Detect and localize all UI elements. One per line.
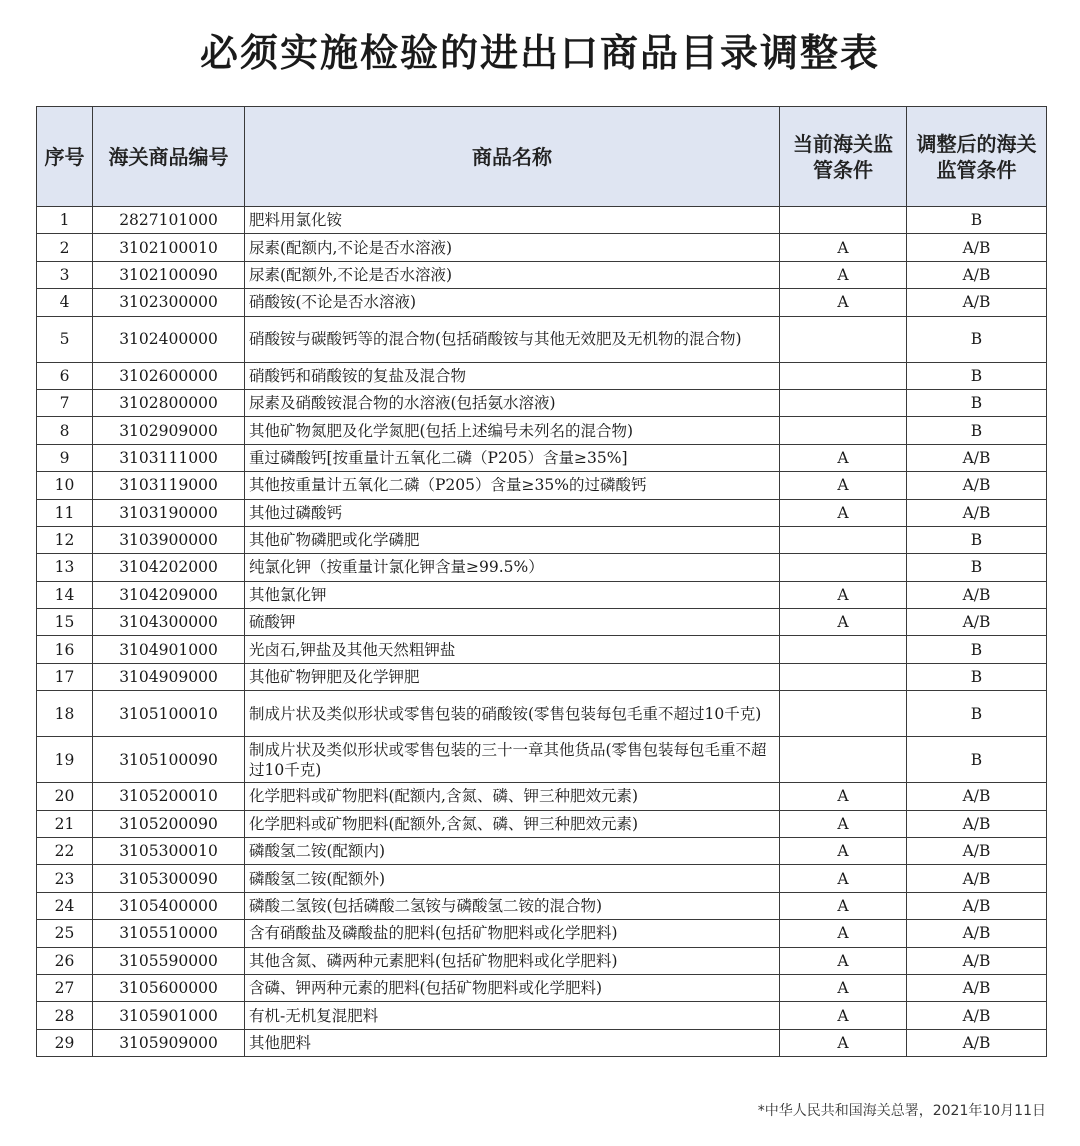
- cell-adjusted-condition: B: [907, 636, 1047, 663]
- table-row: [37, 865, 1047, 892]
- cell-seq: 10: [37, 472, 93, 499]
- cell-adjusted-condition: A/B: [907, 289, 1047, 316]
- table-row: [37, 810, 1047, 837]
- cell-name: 肥料用氯化铵: [245, 207, 780, 234]
- cell-adjusted-condition: A/B: [907, 920, 1047, 947]
- table-row: [37, 1002, 1047, 1029]
- cell-current-condition: [780, 207, 907, 234]
- cell-code: 2827101000: [93, 207, 245, 234]
- cell-seq: 16: [37, 636, 93, 663]
- cell-current-condition: A: [780, 261, 907, 288]
- cell-current-condition: A: [780, 892, 907, 919]
- cell-code: 3104901000: [93, 636, 245, 663]
- cell-code: 3102600000: [93, 362, 245, 389]
- cell-adjusted-condition: B: [907, 316, 1047, 362]
- cell-adjusted-condition: A/B: [907, 444, 1047, 471]
- cell-name: 含磷、钾两种元素的肥料(包括矿物肥料或化学肥料): [245, 974, 780, 1001]
- cell-name: 硫酸钾: [245, 609, 780, 636]
- cell-adjusted-condition: A/B: [907, 892, 1047, 919]
- cell-seq: 19: [37, 737, 93, 783]
- cell-code: 3105400000: [93, 892, 245, 919]
- cell-seq: 13: [37, 554, 93, 581]
- cell-name: 磷酸二氢铵(包括磷酸二氢铵与磷酸氢二铵的混合物): [245, 892, 780, 919]
- cell-adjusted-condition: B: [907, 526, 1047, 553]
- cell-name: 纯氯化钾（按重量计氯化钾含量≥99.5%）: [245, 554, 780, 581]
- cell-name: 制成片状及类似形状或零售包装的硝酸铵(零售包装每包毛重不超过10千克): [245, 691, 780, 737]
- cell-current-condition: A: [780, 289, 907, 316]
- table-row: [37, 554, 1047, 581]
- cell-current-condition: [780, 362, 907, 389]
- cell-code: 3105909000: [93, 1029, 245, 1056]
- cell-name: 其他矿物钾肥及化学钾肥: [245, 663, 780, 690]
- cell-current-condition: [780, 554, 907, 581]
- cell-seq: 26: [37, 947, 93, 974]
- cell-code: 3104202000: [93, 554, 245, 581]
- cell-name: 化学肥料或矿物肥料(配额外,含氮、磷、钾三种肥效元素): [245, 810, 780, 837]
- cell-seq: 18: [37, 691, 93, 737]
- cell-name: 尿素及硝酸铵混合物的水溶液(包括氨水溶液): [245, 389, 780, 416]
- cell-name: 光卤石,钾盐及其他天然粗钾盐: [245, 636, 780, 663]
- cell-adjusted-condition: A/B: [907, 865, 1047, 892]
- cell-current-condition: A: [780, 234, 907, 261]
- cell-adjusted-condition: B: [907, 362, 1047, 389]
- cell-adjusted-condition: B: [907, 554, 1047, 581]
- cell-current-condition: A: [780, 472, 907, 499]
- cell-name: 其他过磷酸钙: [245, 499, 780, 526]
- cell-code: 3102909000: [93, 417, 245, 444]
- cell-name: 其他按重量计五氧化二磷（P205）含量≥35%的过磷酸钙: [245, 472, 780, 499]
- cell-current-condition: A: [780, 865, 907, 892]
- cell-code: 3105590000: [93, 947, 245, 974]
- cell-adjusted-condition: A/B: [907, 838, 1047, 865]
- table-row: [37, 234, 1047, 261]
- table-row: [37, 783, 1047, 810]
- cell-seq: 24: [37, 892, 93, 919]
- table-row: [37, 499, 1047, 526]
- cell-name: 其他含氮、磷两种元素肥料(包括矿物肥料或化学肥料): [245, 947, 780, 974]
- table-row: [37, 289, 1047, 316]
- cell-current-condition: A: [780, 1029, 907, 1056]
- cell-seq: 1: [37, 207, 93, 234]
- cell-code: 3105901000: [93, 1002, 245, 1029]
- page-title: 必须实施检验的进出口商品目录调整表: [199, 31, 880, 75]
- table-body: [37, 207, 1047, 1057]
- cell-code: 3105200090: [93, 810, 245, 837]
- table-row: [37, 581, 1047, 608]
- cell-seq: 12: [37, 526, 93, 553]
- cell-seq: 8: [37, 417, 93, 444]
- cell-code: 3105100090: [93, 737, 245, 783]
- cell-current-condition: A: [780, 609, 907, 636]
- cell-code: 3103900000: [93, 526, 245, 553]
- table-row: [37, 444, 1047, 471]
- table-row: [37, 892, 1047, 919]
- cell-seq: 9: [37, 444, 93, 471]
- cell-name: 硝酸钙和硝酸铵的复盐及混合物: [245, 362, 780, 389]
- cell-name: 磷酸氢二铵(配额内): [245, 838, 780, 865]
- cell-seq: 15: [37, 609, 93, 636]
- catalog-table: [36, 106, 1047, 1057]
- cell-seq: 27: [37, 974, 93, 1001]
- cell-seq: 29: [37, 1029, 93, 1056]
- table-row: [37, 920, 1047, 947]
- table-row: [37, 526, 1047, 553]
- cell-code: 3104909000: [93, 663, 245, 690]
- header-code: 海关商品编号: [93, 107, 245, 207]
- table-row: [37, 417, 1047, 444]
- cell-adjusted-condition: A/B: [907, 234, 1047, 261]
- cell-name: 含有硝酸盐及磷酸盐的肥料(包括矿物肥料或化学肥料): [245, 920, 780, 947]
- cell-seq: 6: [37, 362, 93, 389]
- table-row: [37, 362, 1047, 389]
- cell-code: 3103119000: [93, 472, 245, 499]
- cell-code: 3102300000: [93, 289, 245, 316]
- table-row: [37, 389, 1047, 416]
- cell-current-condition: [780, 663, 907, 690]
- cell-code: 3102400000: [93, 316, 245, 362]
- cell-current-condition: A: [780, 581, 907, 608]
- table-row: [37, 609, 1047, 636]
- cell-code: 3102800000: [93, 389, 245, 416]
- table-row: [37, 472, 1047, 499]
- cell-current-condition: A: [780, 947, 907, 974]
- cell-code: 3105300090: [93, 865, 245, 892]
- table-row: [37, 316, 1047, 362]
- cell-current-condition: A: [780, 974, 907, 1001]
- header-seq: 序号: [37, 107, 93, 207]
- cell-adjusted-condition: A/B: [907, 947, 1047, 974]
- table-row: [37, 207, 1047, 234]
- cell-seq: 14: [37, 581, 93, 608]
- cell-current-condition: A: [780, 810, 907, 837]
- cell-adjusted-condition: A/B: [907, 609, 1047, 636]
- cell-adjusted-condition: A/B: [907, 783, 1047, 810]
- cell-seq: 28: [37, 1002, 93, 1029]
- cell-seq: 20: [37, 783, 93, 810]
- cell-adjusted-condition: A/B: [907, 974, 1047, 1001]
- cell-current-condition: [780, 636, 907, 663]
- cell-name: 其他氯化钾: [245, 581, 780, 608]
- cell-adjusted-condition: B: [907, 207, 1047, 234]
- cell-seq: 11: [37, 499, 93, 526]
- cell-name: 硝酸铵与碳酸钙等的混合物(包括硝酸铵与其他无效肥及无机物的混合物): [245, 316, 780, 362]
- cell-code: 3105200010: [93, 783, 245, 810]
- table-row: [37, 636, 1047, 663]
- cell-seq: 25: [37, 920, 93, 947]
- cell-code: 3102100090: [93, 261, 245, 288]
- cell-adjusted-condition: A/B: [907, 810, 1047, 837]
- cell-seq: 21: [37, 810, 93, 837]
- cell-adjusted-condition: A/B: [907, 1002, 1047, 1029]
- cell-current-condition: A: [780, 783, 907, 810]
- table-row: [37, 737, 1047, 783]
- cell-seq: 22: [37, 838, 93, 865]
- cell-name: 尿素(配额外,不论是否水溶液): [245, 261, 780, 288]
- cell-name: 其他肥料: [245, 1029, 780, 1056]
- cell-current-condition: A: [780, 444, 907, 471]
- cell-adjusted-condition: A/B: [907, 499, 1047, 526]
- cell-current-condition: A: [780, 838, 907, 865]
- header-name: 商品名称: [245, 107, 780, 207]
- cell-adjusted-condition: B: [907, 663, 1047, 690]
- header-current-condition: 当前海关监管条件: [780, 107, 907, 207]
- cell-name: 尿素(配额内,不论是否水溶液): [245, 234, 780, 261]
- cell-name: 磷酸氢二铵(配额外): [245, 865, 780, 892]
- header-adjusted-condition: 调整后的海关监管条件: [907, 107, 1047, 207]
- cell-name: 化学肥料或矿物肥料(配额内,含氮、磷、钾三种肥效元素): [245, 783, 780, 810]
- cell-adjusted-condition: A/B: [907, 1029, 1047, 1056]
- cell-code: 3105100010: [93, 691, 245, 737]
- table-row: [37, 691, 1047, 737]
- cell-adjusted-condition: A/B: [907, 472, 1047, 499]
- cell-name: 制成片状及类似形状或零售包装的三十一章其他货品(零售包装每包毛重不超过10千克): [245, 737, 780, 783]
- cell-seq: 23: [37, 865, 93, 892]
- cell-current-condition: [780, 526, 907, 553]
- cell-adjusted-condition: B: [907, 417, 1047, 444]
- cell-current-condition: A: [780, 499, 907, 526]
- cell-code: 3104300000: [93, 609, 245, 636]
- cell-adjusted-condition: A/B: [907, 261, 1047, 288]
- cell-name: 其他矿物磷肥或化学磷肥: [245, 526, 780, 553]
- cell-adjusted-condition: A/B: [907, 581, 1047, 608]
- table-row: [37, 663, 1047, 690]
- table-row: [37, 838, 1047, 865]
- table-row: [37, 261, 1047, 288]
- cell-name: 重过磷酸钙[按重量计五氧化二磷（P205）含量≥35%]: [245, 444, 780, 471]
- cell-name: 有机-无机复混肥料: [245, 1002, 780, 1029]
- cell-code: 3102100010: [93, 234, 245, 261]
- cell-code: 3103190000: [93, 499, 245, 526]
- cell-adjusted-condition: B: [907, 389, 1047, 416]
- cell-seq: 5: [37, 316, 93, 362]
- cell-current-condition: [780, 417, 907, 444]
- cell-seq: 4: [37, 289, 93, 316]
- cell-name: 硝酸铵(不论是否水溶液): [245, 289, 780, 316]
- cell-name: 其他矿物氮肥及化学氮肥(包括上述编号未列名的混合物): [245, 417, 780, 444]
- cell-code: 3104209000: [93, 581, 245, 608]
- cell-code: 3105510000: [93, 920, 245, 947]
- cell-current-condition: [780, 691, 907, 737]
- header-row: [37, 107, 1047, 207]
- cell-current-condition: A: [780, 920, 907, 947]
- cell-seq: 7: [37, 389, 93, 416]
- table-row: [37, 1029, 1047, 1056]
- cell-adjusted-condition: B: [907, 737, 1047, 783]
- cell-code: 3105600000: [93, 974, 245, 1001]
- cell-seq: 3: [37, 261, 93, 288]
- cell-seq: 2: [37, 234, 93, 261]
- cell-current-condition: [780, 316, 907, 362]
- cell-code: 3105300010: [93, 838, 245, 865]
- table-row: [37, 974, 1047, 1001]
- cell-seq: 17: [37, 663, 93, 690]
- table-row: [37, 947, 1047, 974]
- cell-adjusted-condition: B: [907, 691, 1047, 737]
- cell-current-condition: [780, 389, 907, 416]
- source-footnote: *中华人民共和国海关总署，2021年10月11日: [757, 1103, 1046, 1119]
- cell-code: 3103111000: [93, 444, 245, 471]
- cell-current-condition: [780, 737, 907, 783]
- cell-current-condition: A: [780, 1002, 907, 1029]
